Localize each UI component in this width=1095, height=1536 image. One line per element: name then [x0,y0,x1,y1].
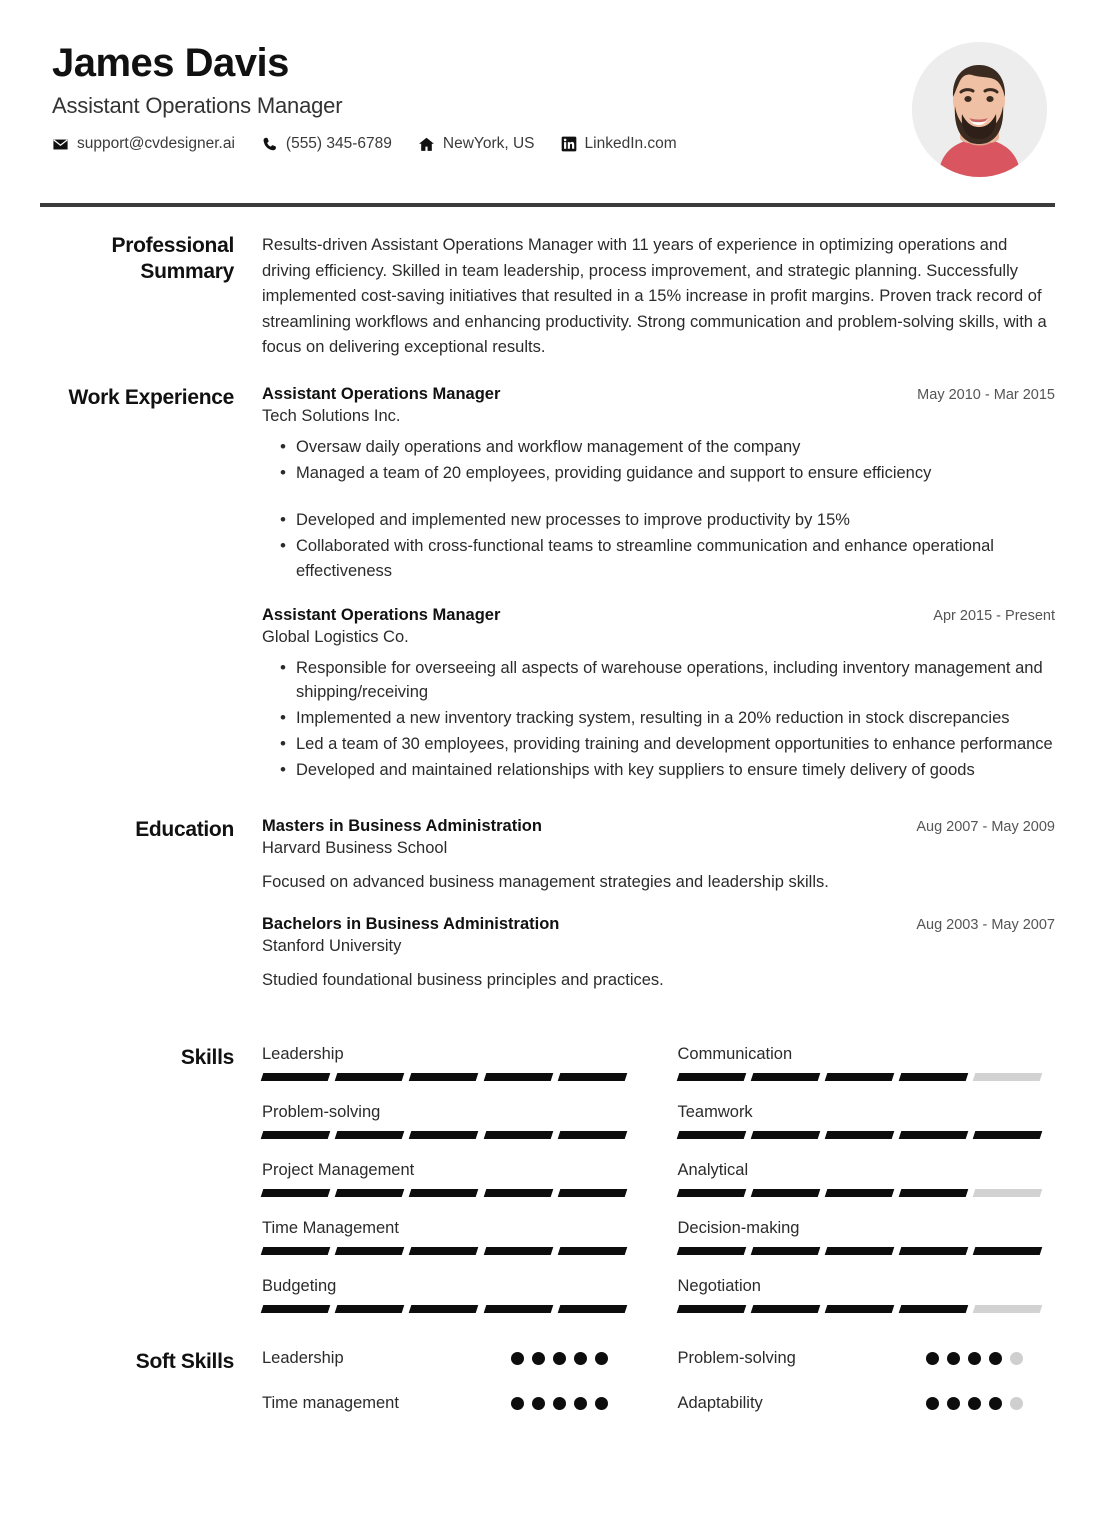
education-entry-head [262,915,1055,934]
skill-item [678,1103,1056,1161]
skill-segment-filled [899,1189,969,1197]
skill-segment-empty [973,1305,1043,1313]
contact-linkedin-text: LinkedIn.com [584,135,677,153]
soft-skill-name: Leadership [262,1348,344,1367]
skill-segment-filled [750,1305,820,1313]
skill-level-bar [262,1189,626,1197]
contact-email[interactable] [52,135,235,153]
skill-item [262,1045,640,1103]
skill-segment-filled [899,1131,969,1139]
soft-skill-item [678,1349,1056,1368]
header-text-block [40,42,907,153]
skill-level-bar [678,1247,1042,1255]
skill-segment-filled [409,1247,479,1255]
education-entry-title: Masters in Business Administration [262,817,542,836]
summary-text: Results-driven Assistant Operations Manager with 11 years of experience in optimizing operations and driving efficiency. Skilled in team leadership, process improvement, and strategic planning. Successfully implemented cost-saving initiatives that resulted in a 15% increase in profit margins. Proven track record of streamlining workflows and enhancing productivity. Strong communication and problem-solving skills, with a focus on delivering exceptional results. [262,236,1047,357]
skill-segment-filled [676,1073,746,1081]
skill-segment-filled [825,1131,895,1139]
soft-skill-item [262,1394,640,1413]
rating-dot-filled [553,1397,566,1410]
skill-segment-filled [409,1189,479,1197]
skill-level-bar [262,1131,626,1139]
skill-segment-filled [899,1247,969,1255]
skill-segment-filled [261,1189,331,1197]
skill-segment-filled [676,1131,746,1139]
contact-phone-text: (555) 345-6789 [285,135,392,153]
section-label-soft-skills: Soft Skills [135,1349,234,1373]
rating-dot-empty [1010,1352,1023,1365]
work-entry-title: Assistant Operations Manager [262,605,501,624]
section-soft-skills [40,1349,1055,1413]
skill-name: Leadership [262,1044,344,1063]
skill-segment-filled [558,1305,628,1313]
rating-dot-filled [532,1397,545,1410]
skill-level-bar [678,1189,1042,1197]
skill-segment-filled [558,1247,628,1255]
contact-location-text: NewYork, US [442,135,535,153]
skill-level-bar [678,1073,1042,1081]
skill-segment-filled [335,1305,405,1313]
list-item: • Collaborated with cross-functional teams to streamline communication and enhance operational effectiveness [262,534,1055,584]
rating-dot-filled [926,1397,939,1410]
contact-phone[interactable] [261,135,392,153]
work-entry-org: Global Logistics Co. [262,627,409,646]
skill-segment-filled [825,1247,895,1255]
rating-dot-filled [926,1352,939,1365]
work-entry-date: Apr 2015 - Present [933,607,1055,624]
skill-segment-filled [825,1073,895,1081]
education-entry-date: Aug 2007 - May 2009 [916,819,1055,836]
list-item: • Developed and implemented new processes to improve productivity by 15% [262,508,1055,533]
rating-dot-filled [595,1397,608,1410]
skill-item [678,1219,1056,1277]
skills-body [262,1045,1055,1335]
skill-name: Analytical [677,1160,749,1179]
section-label-education: Education [135,818,234,842]
rating-dot-filled [511,1352,524,1365]
skill-segment-filled [973,1247,1043,1255]
skill-segment-filled [261,1305,331,1313]
soft-skill-grid [262,1349,1055,1413]
contact-email-text: support@cvdesigner.ai [77,135,235,153]
skill-segment-filled [750,1189,820,1197]
work-entry-bullets [262,435,1055,584]
avatar-container [907,42,1055,177]
list-item: • Oversaw daily operations and workflow management of the company [262,435,1055,460]
section-work-experience [40,385,1055,784]
rating-dot-filled [595,1352,608,1365]
education-entry-org: Stanford University [262,937,402,956]
work-entry-bullets [262,656,1055,783]
list-item: • Developed and maintained relationships with key suppliers to ensure timely delivery of goods [262,758,1055,783]
education-entry-description: Focused on advanced business management strategies and leadership skills. [262,873,829,892]
linkedin-icon [561,136,577,152]
skill-name: Teamwork [677,1102,753,1121]
contact-linkedin[interactable] [561,135,677,153]
education-body [262,817,1055,993]
skill-segment-filled [899,1305,969,1313]
work-entry-title: Assistant Operations Manager [262,384,501,403]
skill-name: Time Management [262,1218,399,1237]
skill-segment-filled [558,1189,628,1197]
skill-item [678,1045,1056,1103]
skill-name: Project Management [262,1160,415,1179]
skill-level-bar [262,1247,626,1255]
rating-dot-filled [968,1352,981,1365]
avatar [912,42,1047,177]
skill-name: Negotiation [677,1276,761,1295]
list-item: • Responsible for overseeing all aspects of warehouse operations, including inventory management and shipping/receiving [262,656,1055,706]
list-item: • Managed a team of 20 employees, providing guidance and support to ensure efficiency [262,461,1055,486]
section-label-skills: Skills [180,1045,234,1069]
skill-item [262,1219,640,1277]
section-skills [40,1045,1055,1335]
skill-name: Problem-solving [262,1102,381,1121]
skill-segment-filled [899,1073,969,1081]
education-entry-head [262,817,1055,836]
rating-dot-empty [1010,1397,1023,1410]
education-entry [262,915,1055,993]
skill-segment-filled [335,1073,405,1081]
skill-segment-filled [335,1247,405,1255]
summary-body [262,233,1055,361]
skill-segment-filled [483,1247,553,1255]
skill-item [262,1103,640,1161]
soft-skill-rating [926,1397,1055,1410]
skill-segment-filled [261,1247,331,1255]
skill-item [262,1277,640,1335]
skill-segment-filled [676,1305,746,1313]
list-item: • Led a team of 30 employees, providing training and development opportunities to enhance performance [262,732,1055,757]
skill-segment-filled [409,1305,479,1313]
rating-dot-filled [574,1397,587,1410]
skill-segment-filled [750,1131,820,1139]
section-education [40,817,1055,993]
skill-segment-filled [261,1073,331,1081]
avatar-illustration [912,42,1047,177]
skill-segment-filled [409,1073,479,1081]
section-label-work: Work Experience [68,385,234,409]
home-icon [418,136,435,153]
soft-skill-item [262,1349,640,1368]
skill-segment-filled [335,1131,405,1139]
skill-name: Communication [677,1044,793,1063]
resume-header [40,0,1055,177]
work-entry-head [262,385,1055,404]
soft-skill-name: Problem-solving [677,1348,796,1367]
header-divider [40,203,1055,207]
skill-level-bar [678,1305,1042,1313]
work-entry [262,385,1055,584]
soft-skill-rating [511,1352,640,1365]
skill-level-bar [262,1073,626,1081]
envelope-icon [52,136,69,153]
rating-dot-filled [947,1352,960,1365]
skill-segment-filled [558,1073,628,1081]
skill-segment-filled [558,1131,628,1139]
education-entry-description: Studied foundational business principles and practices. [262,971,664,990]
skill-segment-filled [335,1189,405,1197]
soft-skills-body [262,1349,1055,1413]
skill-segment-filled [483,1305,553,1313]
education-entry-title: Bachelors in Business Administration [262,915,560,934]
rating-dot-filled [574,1352,587,1365]
skill-segment-filled [973,1131,1043,1139]
skill-segment-filled [483,1189,553,1197]
skill-segment-filled [825,1305,895,1313]
rating-dot-filled [511,1397,524,1410]
rating-dot-filled [947,1397,960,1410]
list-item: • Implemented a new inventory tracking system, resulting in a 20% reduction in stock discrepancies [262,706,1055,731]
section-label-summary: Professional Summary [111,234,234,283]
skill-segment-empty [973,1073,1043,1081]
skill-name: Budgeting [262,1276,337,1295]
work-entry [262,606,1055,783]
skill-segment-filled [483,1073,553,1081]
skill-segment-filled [261,1131,331,1139]
rating-dot-filled [968,1397,981,1410]
skill-segment-filled [750,1073,820,1081]
skill-segment-filled [409,1131,479,1139]
contact-location[interactable] [418,135,535,153]
soft-skill-name: Adaptability [677,1393,763,1412]
work-entry-date: May 2010 - Mar 2015 [917,386,1055,403]
rating-dot-filled [532,1352,545,1365]
work-body [262,385,1055,784]
page-title: James Davis [52,41,289,85]
education-entry-org: Harvard Business School [262,839,448,858]
skill-segment-filled [825,1189,895,1197]
skill-segment-filled [676,1247,746,1255]
work-entry-org: Tech Solutions Inc. [262,406,401,425]
work-entry-head [262,606,1055,625]
skill-level-bar [678,1131,1042,1139]
skill-name: Decision-making [677,1218,800,1237]
skill-level-bar [262,1305,626,1313]
section-professional-summary [40,233,1055,361]
skill-item [678,1277,1056,1335]
education-entry [262,817,1055,895]
skill-grid [262,1045,1055,1335]
rating-dot-filled [989,1352,1002,1365]
education-entry-date: Aug 2003 - May 2007 [916,917,1055,934]
skill-segment-filled [676,1189,746,1197]
phone-icon [261,136,278,153]
skill-segment-empty [973,1189,1043,1197]
contact-list [52,135,907,153]
skill-segment-filled [483,1131,553,1139]
rating-dot-filled [553,1352,566,1365]
rating-dot-filled [989,1397,1002,1410]
soft-skill-name: Time management [262,1393,399,1412]
soft-skill-rating [511,1397,640,1410]
job-title: Assistant Operations Manager [52,93,343,119]
skill-item [262,1161,640,1219]
skill-segment-filled [750,1247,820,1255]
soft-skill-item [678,1394,1056,1413]
soft-skill-rating [926,1352,1055,1365]
skill-item [678,1161,1056,1219]
